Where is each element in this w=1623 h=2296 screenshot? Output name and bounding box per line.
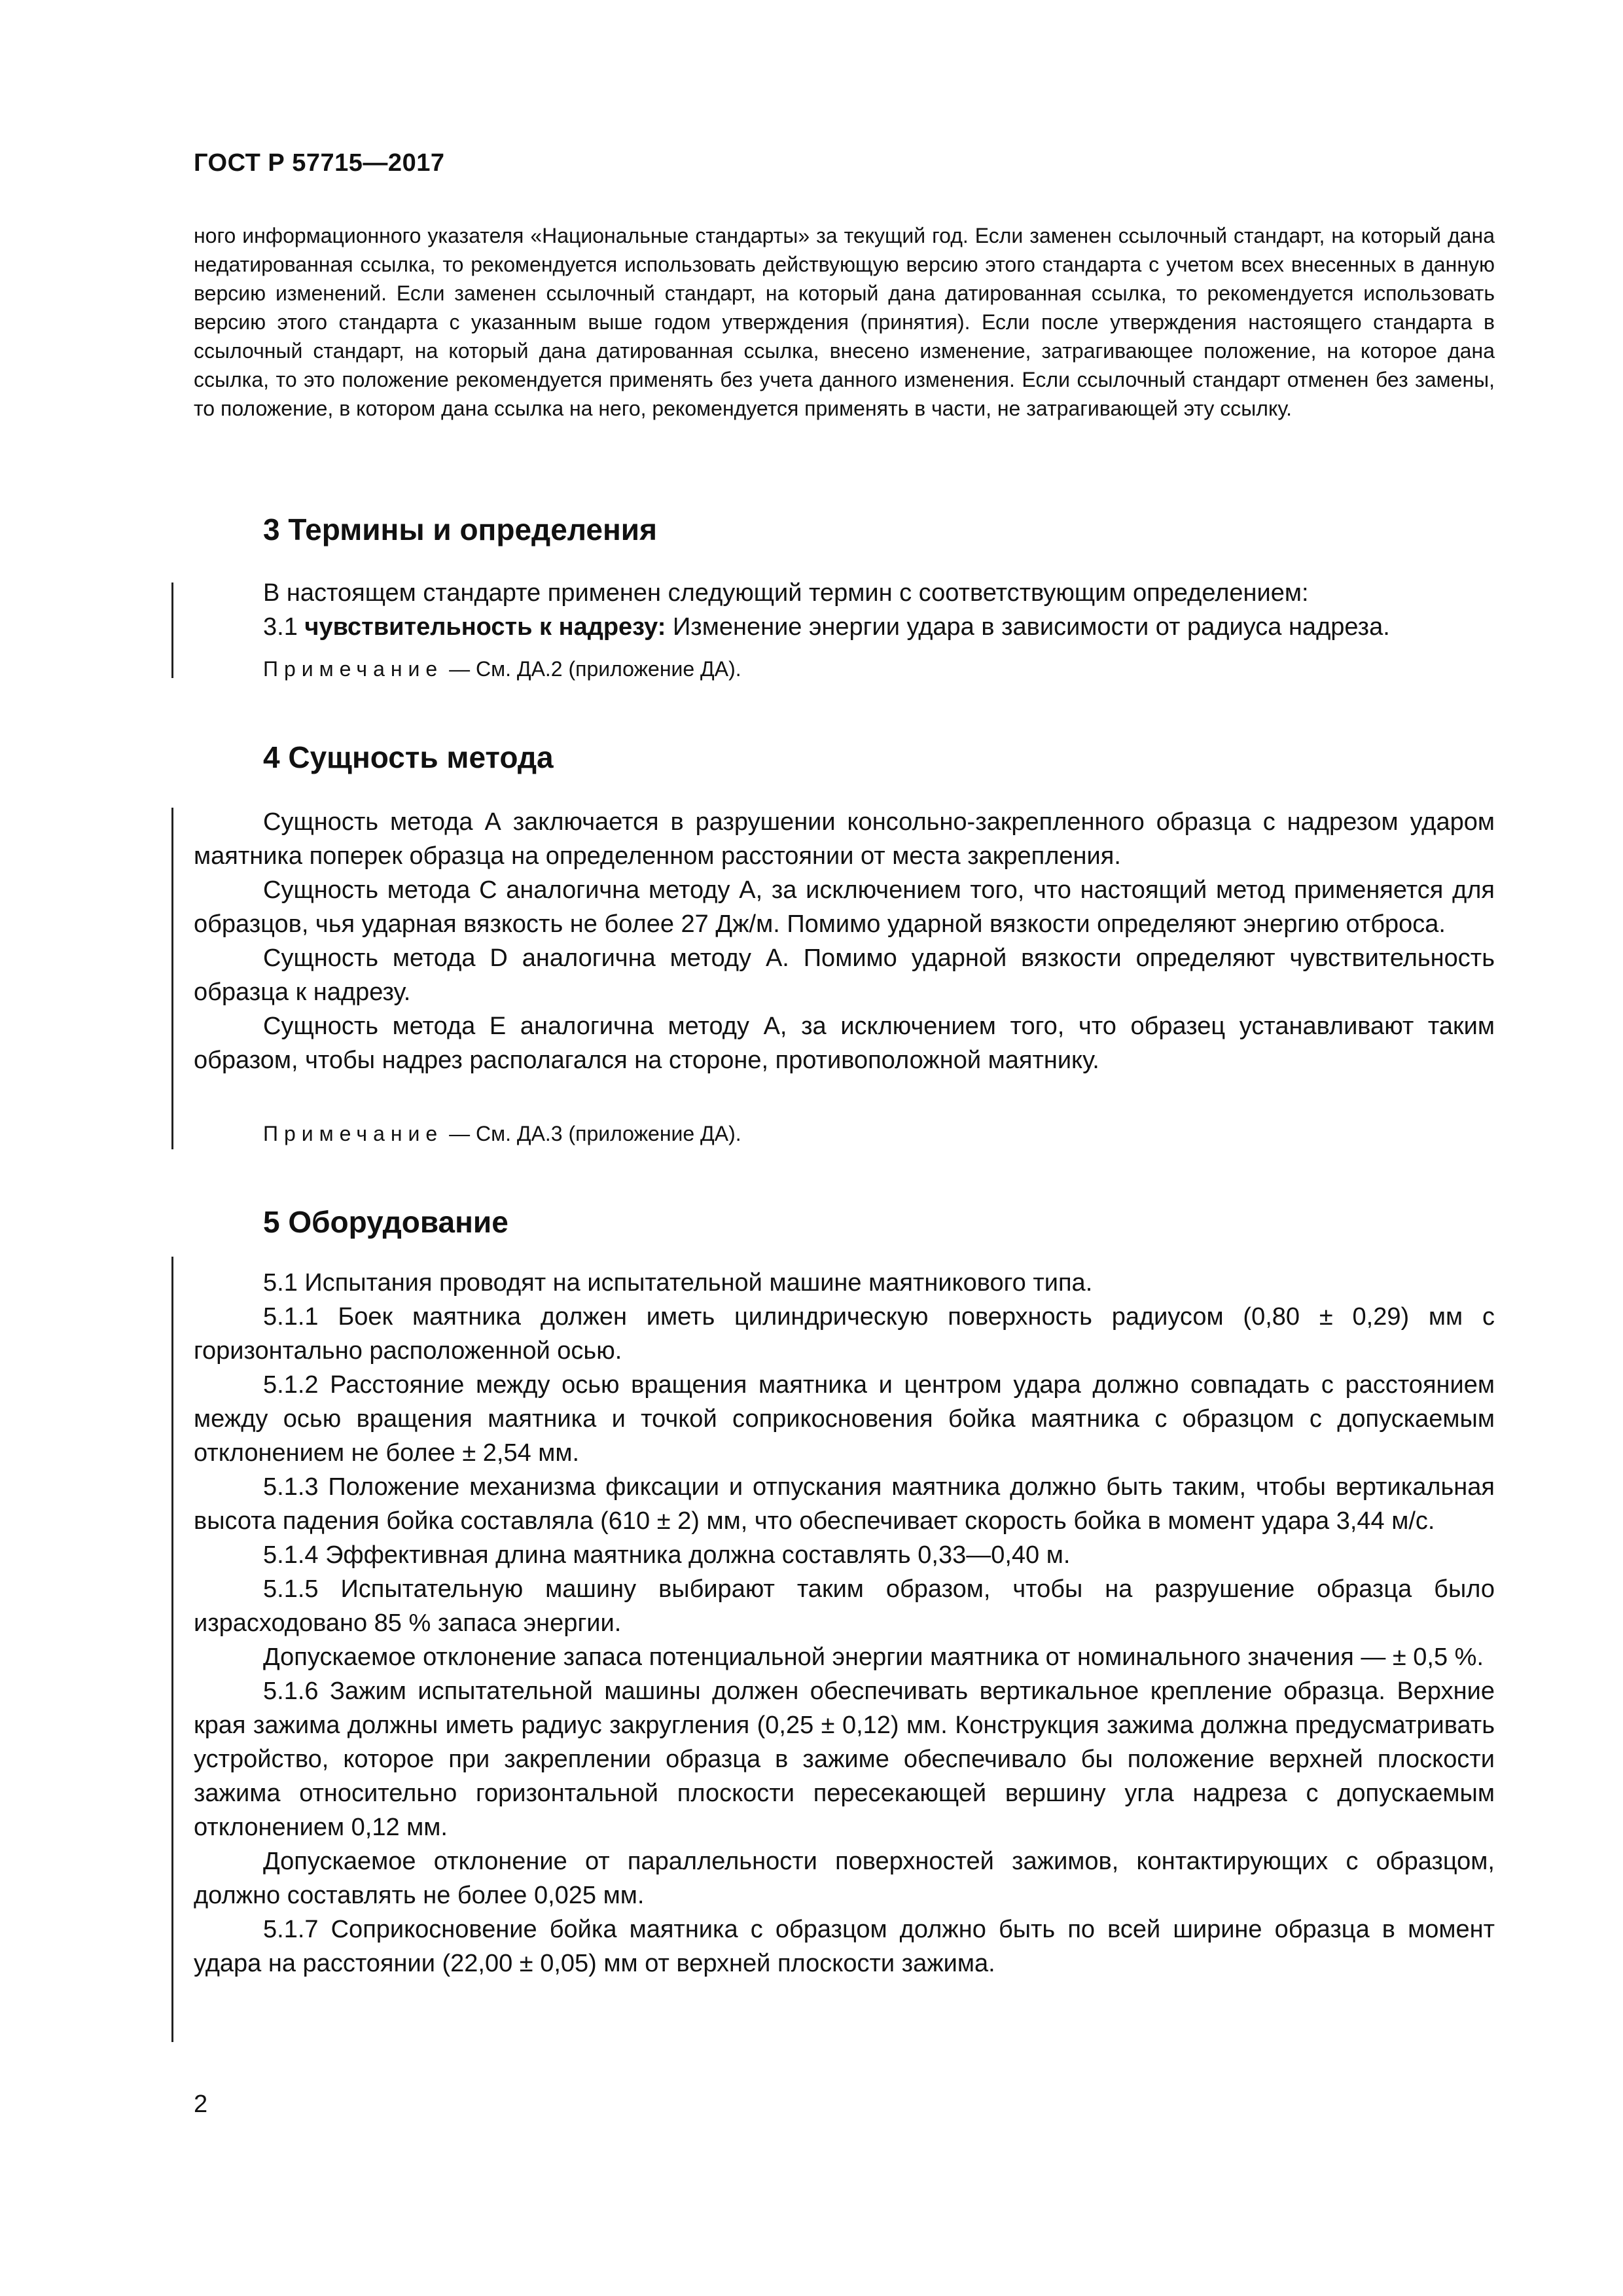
- section-5-paragraph: Допускаемое отклонение запаса потенциальной энергии маятника от номинального значения — ± 0,5 %.: [263, 1643, 1484, 1671]
- section-5-paragraph: 5.1.7 Соприкосновение бойка маятника с образцом должно быть по всей ширине образца в момент удара на расстоянии (22,00 ± 0,05) мм от верхней плоскости зажима.: [194, 1916, 1495, 1977]
- section-3-title: 3 Термины и определения: [263, 512, 657, 547]
- section-3-paragraph: В настоящем стандарте применен следующий термин с соответствующим определением:: [263, 579, 1309, 607]
- section-4-paragraph: Сущность метода А заключается в разрушении консольно-закрепленного образца с надрезом ударом маятника поперек образца на определенном расстоянии от места закрепления.: [194, 808, 1495, 870]
- change-bar: [171, 1257, 173, 2042]
- section-5-paragraph: 5.1.3 Положение механизма фиксации и отпускания маятника должно быть таким, чтобы вертикальная высота падения бойка составляла (610 ± 2) мм, что обеспечивает скорость бойка в момент удара 3,44 м/с.: [194, 1473, 1495, 1535]
- section-5-paragraph: Допускаемое отклонение от параллельности поверхностей зажимов, контактирующих с образцом, должно составлять не более 0,025 мм.: [194, 1848, 1495, 1909]
- section-3-body: [194, 576, 1495, 644]
- section-4-note: [263, 1119, 741, 1148]
- term-name: чувствительность к надрезу:: [304, 613, 666, 641]
- intro-paragraph: ного информационного указателя «Национальные стандарты» за текущий год. Если заменен ссылочный стандарт, на который дана недатированная ссылка, то рекомендуется использовать действующую версию этого стандарта с учетом всех внесенных в данную версию изменений. Если заменен ссылочный стандарт, на который дана датированная ссылка, то рекомендуется использовать версию этого стандарта с указанным выше годом утверждения (принятия). Если после утверждения настоящего стандарта в ссылочный стандарт, на который дана датированная ссылка, внесено изменение, затрагивающее положение, на которое дана ссылка, то это положение рекомендуется применять без учета данного изменения. Если ссылочный стандарт отменен без замены, то положение, в котором дана ссылка на него, рекомендуется применять в части, не затрагивающей эту ссылку.: [194, 224, 1495, 420]
- note-label: Примечание: [263, 1122, 444, 1145]
- section-4-paragraph: Сущность метода Е аналогична методу А, за исключением того, что образец устанавливают таким образом, чтобы надрез располагался на стороне, противоположной маятнику.: [194, 1013, 1495, 1074]
- section-4-paragraph: Сущность метода С аналогична методу А, за исключением того, что настоящий метод применяется для образцов, чья ударная вязкость не более 27 Дж/м. Помимо ударной вязкости определяют энергию отброса.: [194, 876, 1495, 938]
- note-text: — См. ДА.2 (приложение ДА).: [443, 657, 741, 681]
- section-4-title: 4 Сущность метода: [263, 740, 554, 774]
- term-text: Изменение энергии удара в зависимости от радиуса надреза.: [666, 613, 1390, 641]
- section-5-paragraph: 5.1.4 Эффективная длина маятника должна составлять 0,33—0,40 м.: [263, 1541, 1071, 1569]
- section-5-paragraph: 5.1.5 Испытательную машину выбирают таким образом, чтобы на разрушение образца было израсходовано 85 % запаса энергии.: [194, 1575, 1495, 1637]
- page-number: 2: [194, 2090, 208, 2118]
- section-5-paragraph: 5.1 Испытания проводят на испытательной машине маятникового типа.: [263, 1269, 1093, 1297]
- term-definition: [194, 610, 1495, 644]
- document-header: ГОСТ Р 57715—2017: [194, 149, 445, 177]
- section-5-paragraph: 5.1.6 Зажим испытательной машины должен обеспечивать вертикальное крепление образца. Верхние края зажима должны иметь радиус закругления (0,25 ± 0,12) мм. Конструкция зажима должна предусматривать устройство, которое при закреплении образца в зажиме обеспечивало бы положение верхней плоскости зажима относительно горизонтальной плоскости пересекающей вершину угла надреза с допускаемым отклонением 0,12 мм.: [194, 1677, 1495, 1841]
- section-5-title: 5 Оборудование: [263, 1205, 508, 1239]
- section-4-paragraph: Сущность метода D аналогична методу А. Помимо ударной вязкости определяют чувствительность образца к надрезу.: [194, 944, 1495, 1006]
- section-4-body: [194, 805, 1495, 1077]
- note-label: Примечание: [263, 657, 444, 681]
- change-bar: [171, 808, 173, 1149]
- term-number: 3.1: [263, 613, 305, 641]
- change-bar: [171, 583, 173, 678]
- section-5-paragraph: 5.1.1 Боек маятника должен иметь цилиндрическую поверхность радиусом (0,80 ± 0,29) мм с горизонтально расположенной осью.: [194, 1303, 1495, 1365]
- section-5-paragraph: 5.1.2 Расстояние между осью вращения маятника и центром удара должно совпадать с расстоянием между осью вращения маятника и точкой соприкосновения бойка маятника с образцом с допускаемым отклонением не более ± 2,54 мм.: [194, 1371, 1495, 1467]
- note-text: — См. ДА.3 (приложение ДА).: [443, 1122, 741, 1145]
- section-5-body: [194, 1266, 1495, 1981]
- section-3-note: [263, 655, 741, 683]
